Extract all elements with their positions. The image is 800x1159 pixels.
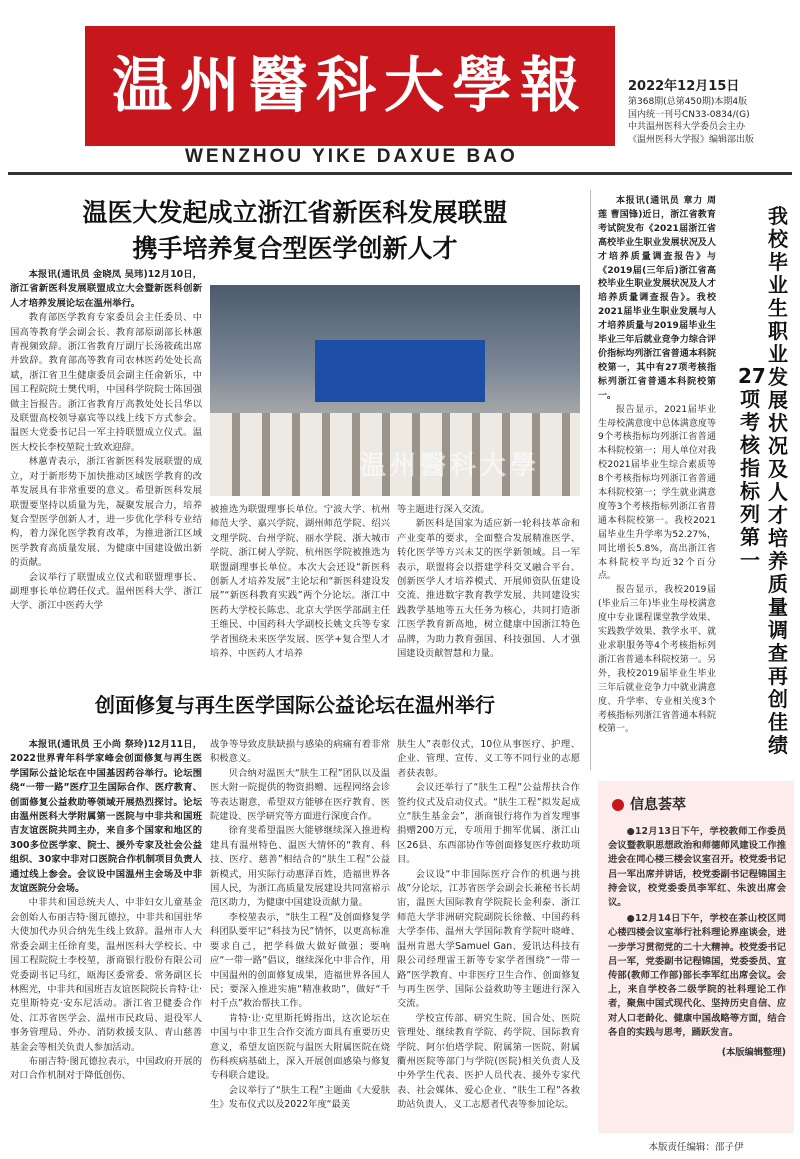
article2-paragraph: 肤生人”表彰仪式，10位从事医疗、护理、企业、管理、宣传、义工等不同行业的志愿者获表彰。 bbox=[397, 739, 580, 779]
article1-paragraph: 教育部医学教育专家委员会主任委员、中国高等教育学会副会长、教育部原副部长林蕙青视频致辞。浙江省教育厅副厅长汤筱疏出席并致辞。教育部高等教育司农林医药处处长高斌，浙江省卫生健康委员会副主任俞新乐，中国工程院院士樊代明，中国科学院院士陈国强做主旨报告。浙江省教育厅高教处处长吕华以及联盟高校领导嘉宾等以线上线下方式参会。温医大党委书记吕一军主持联盟成立仪式。温医大校长李校堃院士致欢迎辞。 bbox=[10, 312, 202, 453]
article3-headline-sub: 27项考核指标列第一 bbox=[738, 364, 766, 572]
issue-line: 国内统一刊号CN33-0834/(G) bbox=[628, 109, 750, 120]
article2-lead: 本报讯(通讯员 王小尚 祭玲)12月11日，2022世界青年科学家峰会创面修复与再生医学国际公益论坛在中国基因药谷举行。论坛围绕“一带一路”医疗卫生国际合作、医疗教育、创面修复公益救助等领域开展热烈探讨。论坛由温州医科大学附属第一医院与中非共和国班吉友谊医院共同主办，来自多个国家和地区的300多位医学家、院士、援外专家及社会公益组织、30家中非对口医院合作机制项目负责人通过线上参会。会议设中国温州主会场及中非友谊医院分会场。 bbox=[10, 739, 202, 895]
notice-item: ●12月13日下午，学校教师工作委员会议暨教职思想政治和师德师风建设工作推进会在同心楼三楼会议室召开。校党委书记吕一军出席并讲话，校党委副书记程锦国主持会议，校党委委员李军红、朱波出席会议。 bbox=[608, 826, 786, 909]
article2-paragraph: 李校堃表示，“肤生工程”及创面修复学科团队要牢记“科技为民”情怀，以更高标准要求自己，把学科做大做好做强；要响应“一带一路”倡议，继续深化中非合作，用中国温州的创面修复成果，造福世界各国人民；要深入推进实施“精准救助”，做好“千村千点”救治帮扶工作。 bbox=[210, 911, 390, 1010]
article3-paragraph: 报告显示，我校2019届(毕业后三年)毕业生母校满意度中专业课程课堂教学效果、实践教学效果、教学水平、就业求职服务等4个考核指标列浙江省普通本科院校第一。另外，我校2019届毕业生毕业三年后就业竞争力中就业满意度、升学率、专业相关度3个考核指标列浙江省普通本科院校第一。 bbox=[598, 585, 716, 735]
photo-watermark: 温州醫科大學 bbox=[360, 451, 541, 481]
article2-paragraph: 会议还举行了“肤生工程”公益帮扶合作签约仪式及启动仪式。“肤生工程”拟发起成立“肤生基金会”，浙商银行将作为首发理事捐赠200万元，专项用于拥军优属、浙江山区26县、东西部协作等创面修复医疗救助项目。 bbox=[397, 782, 580, 866]
article1-paragraph: 会议举行了联盟成立仪式和联盟理事长、副理事长单位聘任仪式。温州医科大学、浙江大学、浙江中医药大学 bbox=[10, 571, 202, 612]
article3-vertical-headline bbox=[718, 205, 798, 790]
newspaper-title: 温州醫科大學報 bbox=[112, 51, 588, 121]
article3-paragraph: 报告显示，2021届毕业生母校满意度中总体满意度等9个考核指标均列浙江省普通本科院校第一；用人单位对我校2021届毕业生综合素质等8个考核指标均列浙江省普通本科院校第一；学生就业满意度等3个考核指标列浙江省普通本科院校第一。我校2021届毕业生升学率为52.27%，同比增长5.8%，高出浙江省本科院校平均近32个百分点。 bbox=[598, 404, 716, 582]
article3-headline-main: 我校毕业生职业发展状况及人才培养质量调查再创佳绩 bbox=[768, 204, 788, 757]
issue-line: 第368期(总第450期)本期4版 bbox=[628, 97, 748, 107]
article2-paragraph: 肯特·让·克里斯托姆指出，这次论坛在中国与中非卫生合作交流方面具有重要历史意义，希望友谊医院与温医大附属医院在烧伤科疾病基础上，深入开展创面感染与修复专科联合建设。 bbox=[210, 1012, 390, 1082]
article1-column-3 bbox=[397, 503, 580, 675]
article1-headline bbox=[10, 195, 580, 267]
article2-paragraph: 布丽吉特·图瓦德拉表示，中国政府开展的对口合作机制对于降低创伤、 bbox=[10, 1055, 202, 1082]
issue-line: 中共温州医科大学委员会主办 bbox=[628, 122, 746, 132]
article2-paragraph: 会议举行了“肤生工程”主题曲《大爱肤生》发布仪式以及2022年度“最美 bbox=[210, 1084, 390, 1111]
article3-lead: 本报讯(通讯员 章力 周莲 曹国锋)近日，浙江省教育考试院发布《2021届浙江省高校毕业生职业发展状况及人才培养质量调查报告》与《2019届(三年后)浙江省高校毕业生职业发展状况及人才培养质量调查报告》。我校2021届毕业生职业发展与人才培养质量与2019届毕业生毕业三年后就业竞争力综合评价指标均列浙江省普通本科院校第一，其中有27项考核指标列浙江省普通本科院校第一。 bbox=[598, 196, 716, 401]
page-footer-editor: 本版责任编辑：邵子伊 bbox=[648, 1142, 744, 1153]
column-divider bbox=[590, 190, 591, 770]
article2-column-2 bbox=[210, 738, 390, 1150]
article2-column-1 bbox=[10, 738, 202, 1150]
article2-paragraph: 中非共和国总统夫人、中非妇女儿童基金会创始人布丽吉特·图瓦德拉，中非共和国驻华大使加代办贝合纳先生线上致辞。温州市人大常委会副主任徐育斐，温州医科大学校长、中国工程院院士李校堃，浙商银行股份有限公司党委副书记马红，瓯海区委常委、常务副区长林熙光，中非共和国班吉友谊医院院长肯特·让·克里斯特克·安东尼活动。浙江省卫健委合作处、江苏省医学会、温州市民政局、退役军人事务管理局、外办、消防救援支队、青山慈善基金会等相关负责人参加活动。 bbox=[10, 897, 202, 1053]
bullet-dot-icon bbox=[612, 799, 624, 811]
article2-column-3 bbox=[397, 738, 580, 1150]
article2-headline: 创面修复与再生医学国际公益论坛在温州举行 bbox=[95, 693, 495, 717]
notice-item: ●12月14日下午，学校在茶山校区同心楼四楼会议室举行社科理论界座谈会，进一步学习贯彻党的二十大精神。校党委书记吕一军，党委副书记程锦国，党委委员、宣传部(教师工作部)部长李军红出席会议。会上，来自学校各二级学院的社科理论工作者，聚焦中国式现代化、坚持历史自信、应对人口老龄化、健康中国战略等方面，结合各自的实践与思考，踊跃发言。 bbox=[608, 913, 786, 1038]
notice-body bbox=[608, 825, 786, 1060]
article2-paragraph: 徐育斐希望温医大能够继续深入推进构建具有温州特色、温医大情怀的“教育、科技、医疗、慈善”相结合的“肤生工程”公益新模式，用实际行动惠泽百姓，造福世界各国人民，为浙江高质量发展建设共同富裕示范区助力，为健康中国建设贡献力量。 bbox=[210, 825, 390, 909]
issue-info bbox=[628, 78, 793, 146]
article1-column-1 bbox=[10, 268, 202, 675]
article2-paragraph: 会议设“中非国际医疗合作的机遇与挑战”分论坛，江苏省医学会副会长兼秘书长胡宙，温医大国际教育学院院长金利泰、浙江师范大学非洲研究院副院长徐薇、中国药科大学李伟、温州大学国际教育学院叶晓峰、温州肯恩大学Samuel Gan、爱讯达科技有限公司经理雷王新等专家学者围绕“一带一路”医学教育、中非医疗卫生合作、创面修复与再生医学、国际公益救助等主题进行深入交流。 bbox=[397, 868, 580, 1010]
article2-paragraph: 贝合纳对温医大“肤生工程”团队以及温医大附一院提供的物资捐赠、远程网络会诊等表达谢意，希望双方能够在医疗教育、医院建设、医学研究等方面进行深度合作。 bbox=[210, 767, 390, 823]
article3-body bbox=[598, 195, 716, 775]
article1-paragraph: 新医科是国家为适应新一轮科技革命和产业变革的要求，全面整合发展精准医学、转化医学等方兴未艾的医学新领域。吕一军表示，联盟将会以搭建学科交叉融合平台、创新医学人才培养模式、开展师资队伍建设交流、推进数字教育教学发展、共同建设实践教学基地等五大任务为核心，共同打造浙江医学教育新高地，树立健康中国浙江特色品牌，为助力教育强国、科技强国、人才强国建设贡献智慧和力量。 bbox=[397, 518, 580, 660]
issue-date: 2022年12月15日 bbox=[628, 79, 740, 94]
issue-line: 《温州医科大学报》编辑部出版 bbox=[628, 134, 755, 145]
masthead-banner bbox=[85, 26, 615, 146]
article1-paragraph: 等主题进行深入交流。 bbox=[397, 504, 490, 515]
stage-screen bbox=[315, 340, 485, 402]
newspaper-pinyin: WENZHOU YIKE DAXUE BAO bbox=[185, 146, 518, 167]
notice-banner bbox=[608, 793, 784, 817]
article2-paragraph: 学校宣传部、研究生院、国合处、医院管理处、继续教育学院、药学院、国际教育学院、阿尔伯塔学院、附属第一医院、附属衢州医院等部门与学院(医院)相关负责人及中外学生代表、医护人员代表、援外专家代表、社会媒体、爱心企业、“肤生工程”各救助站负责人、义工志愿者代表等参加论坛。 bbox=[397, 1012, 580, 1111]
article1-lead: 本报讯(通讯员 金晓凤 吴玮)12月10日，浙江省新医科发展联盟成立大会暨新医科创新人才培养发展论坛在温州举行。 bbox=[10, 269, 202, 309]
masthead-divider bbox=[8, 172, 792, 175]
article2-paragraph: 战争等导致皮肤缺损与感染的病痛有着非常积极意义。 bbox=[210, 739, 390, 765]
notice-title: 信息荟萃 bbox=[630, 797, 686, 813]
article1-paragraph: 林蕙青表示，浙江省新医科发展联盟的成立，对于新形势下加快推动区域医学教育的改革发展具有非常重要的意义。希望新医科发展联盟要坚持以质量为先，凝聚发展合力，培养复合型医学创新人才，进一步优化学科专业结构，着力深化医学教育改革，为推进浙江区域医学教育高质量发展、为健康中国建设做出新的贡献。 bbox=[10, 456, 202, 569]
article1-paragraph: 被推选为联盟理事长单位。宁波大学、杭州师范大学、嘉兴学院、湖州师范学院、绍兴文理学院、台州学院、丽水学院、浙大城市学院、浙江树人学院、杭州医学院被推选为联盟副理事长单位。本次大会还设“新医科创新人才培养发展”主论坛和“新医科建设发展”“新医科教育实践”两个分论坛。浙江中医药大学校长陈忠、北京大学医学部副主任王维民、中国药科大学副校长姚文兵等专家学者围绕未来医学发展、医学+复合型人才培养、中医药人才培养 bbox=[210, 504, 390, 660]
notice-sign: (本版编辑整理) bbox=[721, 1047, 786, 1059]
conference-photo bbox=[210, 285, 580, 496]
notice-box bbox=[598, 781, 794, 1133]
article1-headline-line1: 温医大发起成立浙江省新医科发展联盟 bbox=[82, 198, 508, 227]
article1-headline-line2: 携手培养复合型医学创新人才 bbox=[132, 234, 458, 263]
article1-column-2 bbox=[210, 503, 390, 675]
